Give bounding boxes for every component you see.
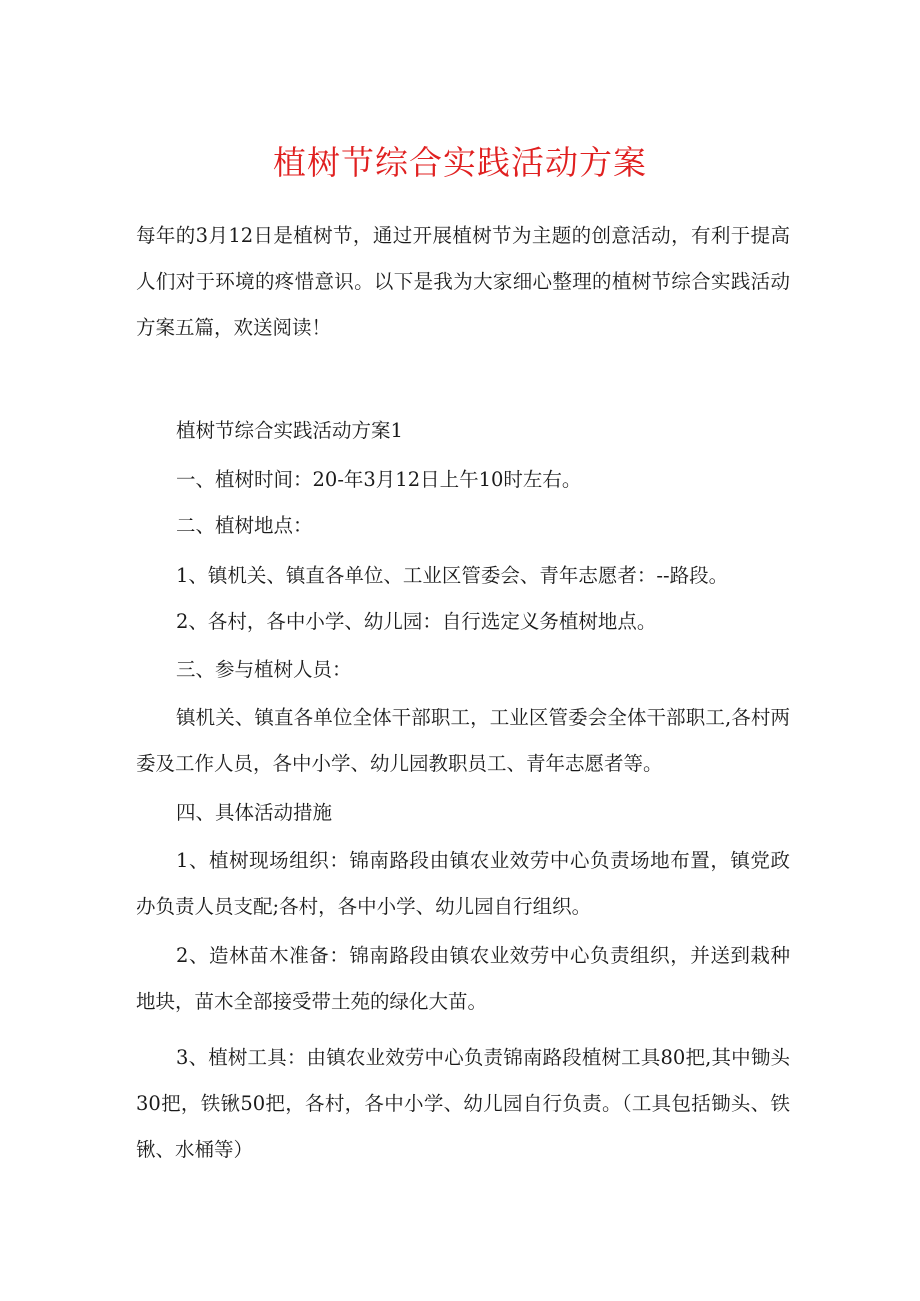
- section-participants: 三、参与植树人员：: [176, 658, 352, 681]
- intro-paragraph: 每年的3月12日是植树节，通过开展植树节为主题的创意活动，有利于提高人们对于环境的疼惜意识。以下是我为大家细心整理的植树节综合实践活动方案五篇，欢送阅读！: [136, 224, 790, 339]
- section-time: 一、植树时间：20-年3月12日上午10时左右。: [176, 468, 582, 491]
- measure-item-2: 2、造林苗木准备：锦南路段由镇农业效劳中心负责组织，并送到栽种地块，苗木全部接受带土苑的绿化大苗。: [136, 944, 790, 1013]
- measure-item-3: 3、植树工具：由镇农业效劳中心负责锦南路段植树工具80把,其中锄头30把，铁锹50把，各村，各中小学、幼儿园自行负责。（工具包括锄头、铁锹、水桶等）: [136, 1046, 790, 1161]
- document-title: 植树节综合实践活动方案: [273, 143, 647, 182]
- measure-item-1: 1、植树现场组织：锦南路段由镇农业效劳中心负责场地布置，镇党政办负责人员支配;各村，各中小学、幼儿园自行组织。: [136, 849, 790, 918]
- location-item-2: 2、各村，各中小学、幼儿园：自行选定义务植树地点。: [176, 610, 657, 633]
- section-location: 二、植树地点：: [176, 514, 313, 537]
- participants-detail: 镇机关、镇直各单位全体干部职工，工业区管委会全体干部职工,各村两委及工作人员，各中小学、幼儿园教职员工、青年志愿者等。: [136, 706, 790, 775]
- plan-heading: 植树节综合实践活动方案1: [176, 419, 403, 442]
- section-measures: 四、具体活动措施: [176, 801, 333, 824]
- location-item-1: 1、镇机关、镇直各单位、工业区管委会、青年志愿者：--路段。: [176, 564, 729, 587]
